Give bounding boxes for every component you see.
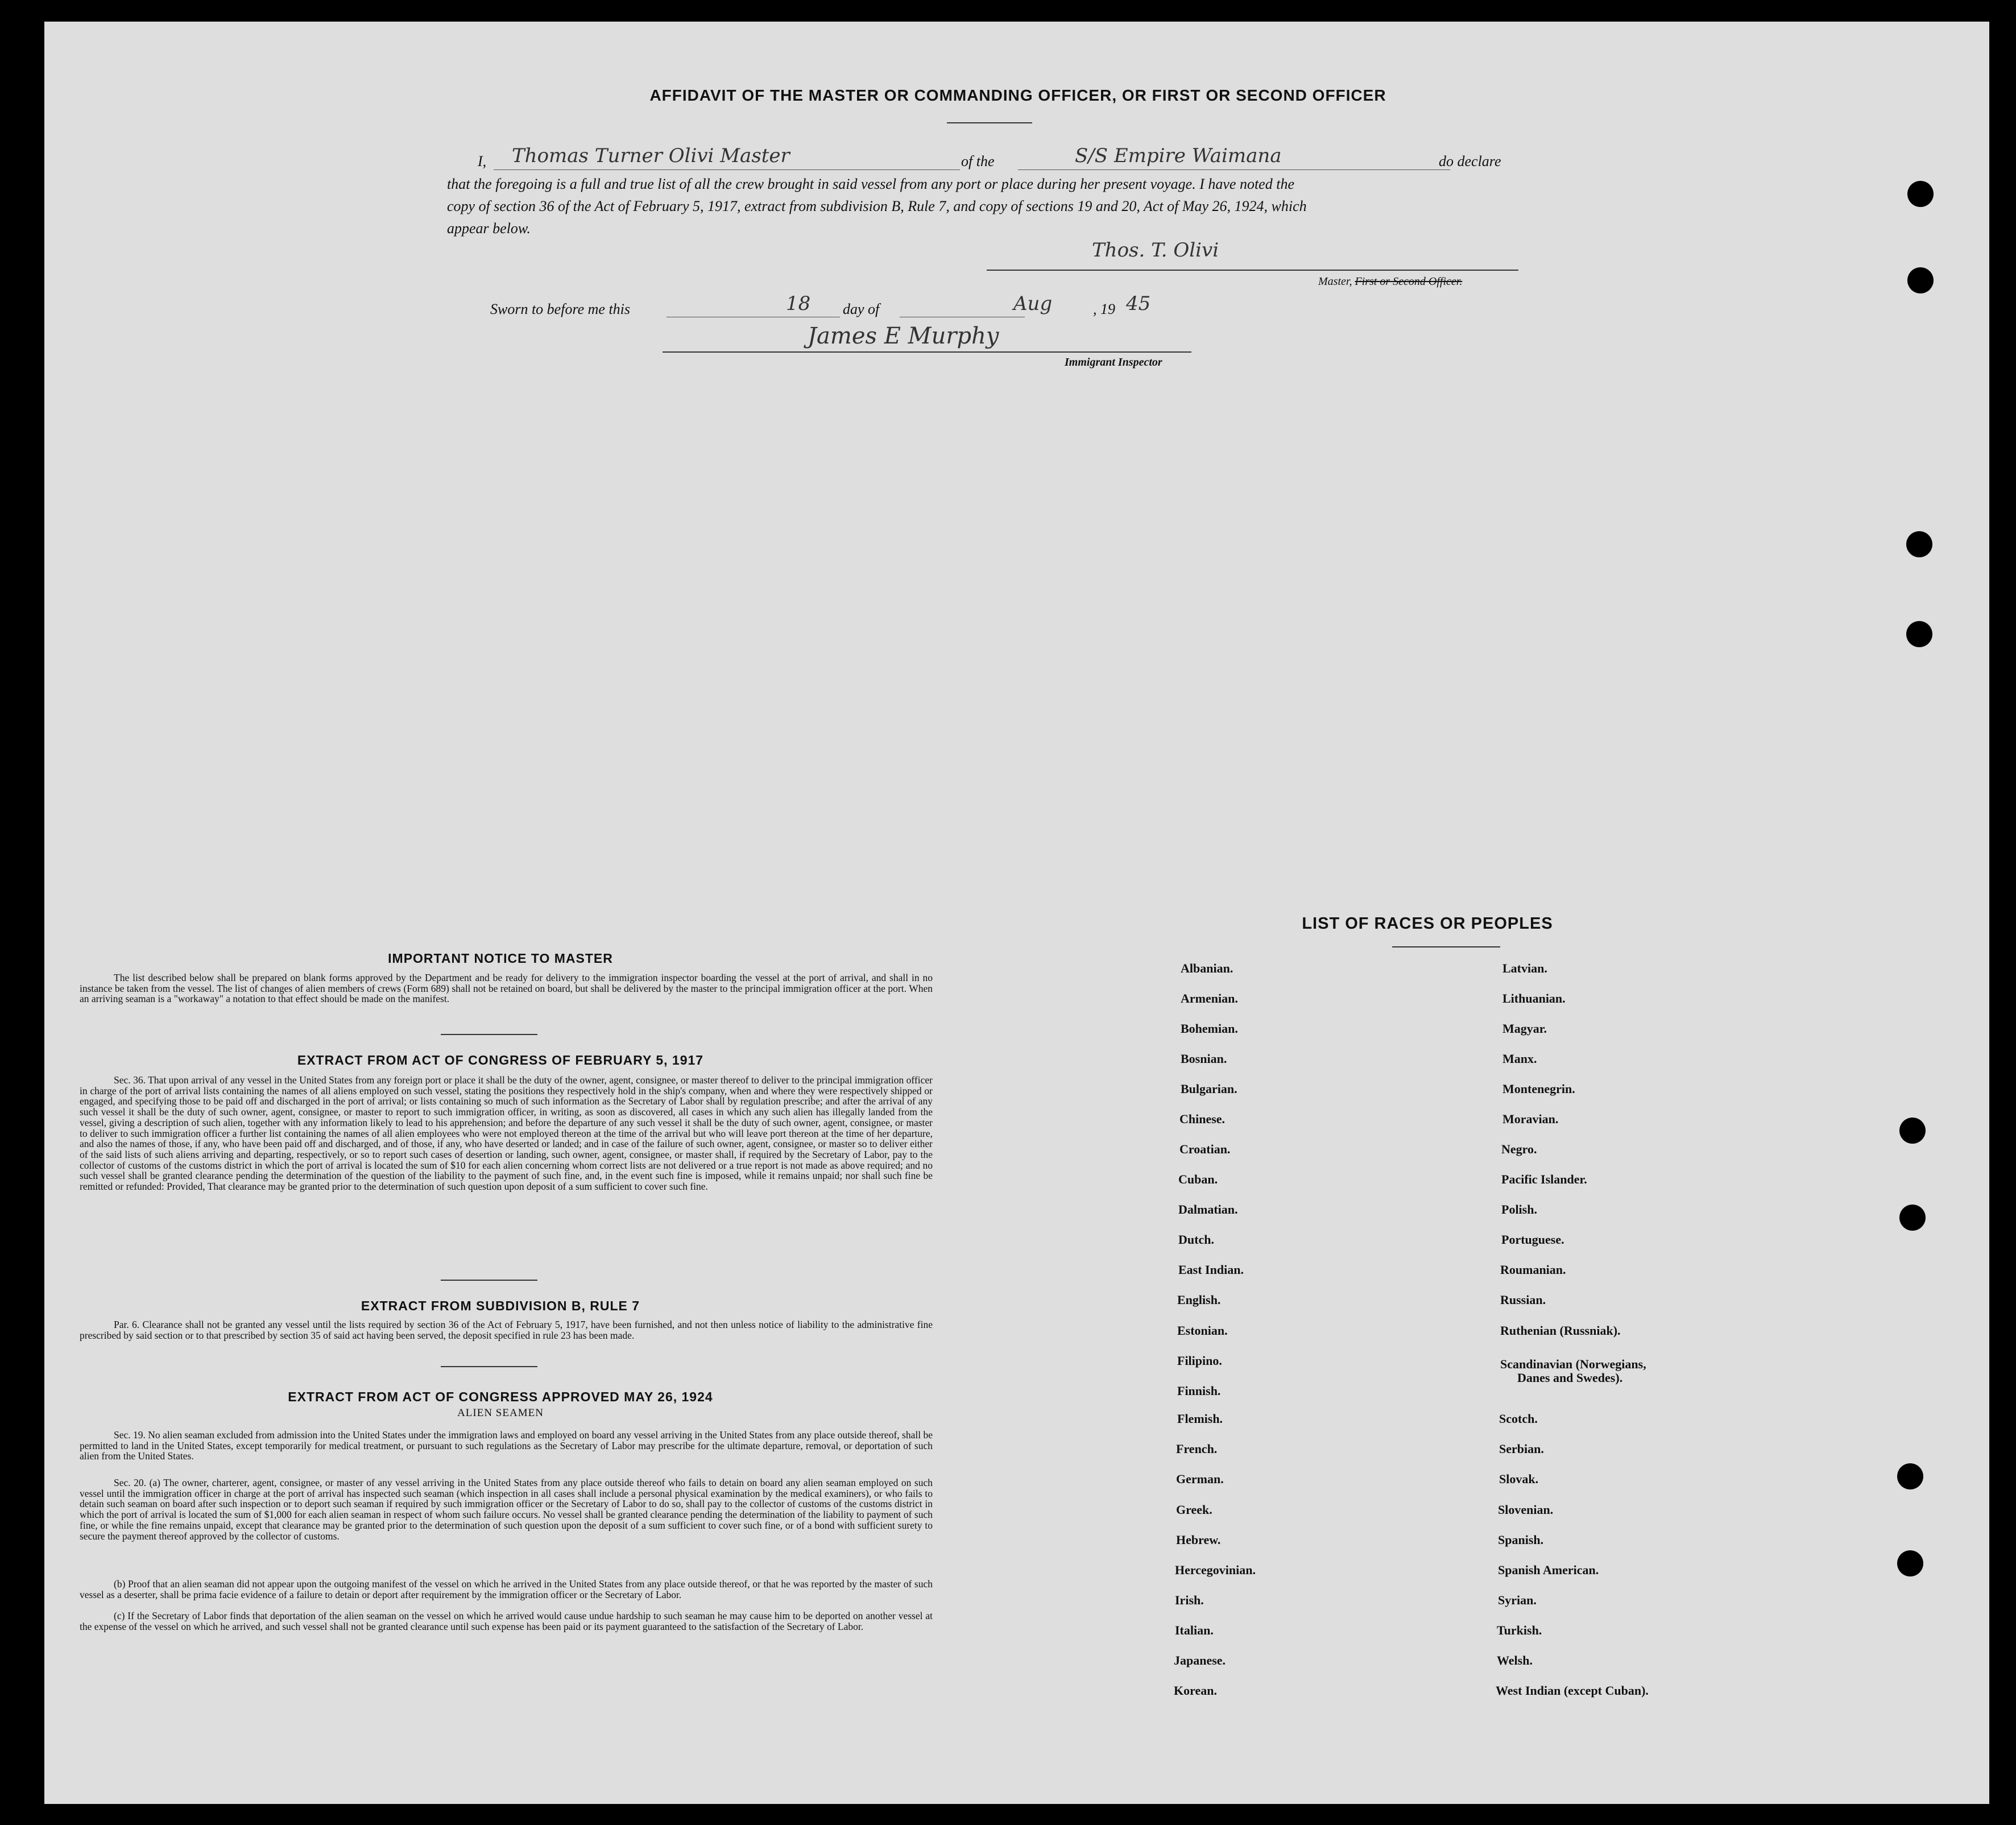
name-line: [494, 169, 960, 170]
declaration-line1: [478, 144, 1547, 173]
race-right-item: Negro.: [1501, 1142, 1537, 1156]
notice-heading: IMPORTANT NOTICE TO MASTER: [388, 951, 613, 966]
master-label: [1318, 275, 1462, 288]
race-left-item: Dalmatian.: [1178, 1202, 1238, 1216]
year-value: 45: [1126, 292, 1151, 315]
punch-hole: [1906, 621, 1932, 647]
race-right-item: Scandinavian (Norwegians,: [1500, 1357, 1646, 1371]
month-value: Aug: [1013, 292, 1053, 315]
punch-hole: [1899, 1118, 1926, 1144]
signature-line: [987, 270, 1518, 271]
race-left-item: Korean.: [1174, 1683, 1217, 1698]
race-right-item: Spanish American.: [1498, 1563, 1599, 1577]
punch-hole: [1906, 531, 1932, 557]
race-right-item: Roumanian.: [1500, 1263, 1566, 1277]
i-label: I,: [478, 153, 487, 169]
races-heading: LIST OF RACES OR PEOPLES: [1302, 914, 1553, 933]
race-left-item: Filipino.: [1177, 1354, 1222, 1368]
vessel-name: S/S Empire Waimana: [1075, 144, 1282, 167]
races-rule: [1392, 946, 1500, 947]
subdivision-b-text: Par. 6. Clearance shall not be granted any vessel until the lists required by section 36 of the Act of February 5, 1917, have been furnished, and not then unless notice of liability to the administrative fine prescribed by said section or to that prescribed by section 35 of said act having been served, the deposit specified in rule 23 has been made.: [80, 1319, 933, 1341]
race-right-item: Slovenian.: [1498, 1503, 1554, 1517]
extract-1924-heading: EXTRACT FROM ACT OF CONGRESS APPROVED MAY 26, 1924: [288, 1389, 713, 1404]
race-right-item: Latvian.: [1502, 961, 1547, 975]
subdivision-b-heading: EXTRACT FROM SUBDIVISION B, RULE 7: [361, 1298, 640, 1313]
race-right-item: Spanish.: [1498, 1533, 1544, 1547]
race-right-item: Danes and Swedes).: [1517, 1371, 1623, 1385]
declaration-line2: that the foregoing is a full and true list of all the crew brought in said vessel from any port or place during her present voyage. I have noted the: [447, 176, 1294, 192]
race-left-item: Dutch.: [1178, 1232, 1214, 1247]
race-left-item: German.: [1176, 1472, 1224, 1486]
inspector-signature: James E Murphy: [808, 323, 999, 349]
of-the-label: of the: [961, 153, 995, 169]
sworn-label: Sworn to before me this: [490, 301, 631, 317]
day-of-label: day of: [843, 301, 880, 317]
punch-hole: [1907, 181, 1934, 207]
race-left-item: Italian.: [1175, 1623, 1214, 1637]
race-left-item: French.: [1176, 1442, 1218, 1456]
officer-struck: First or Second Officer.: [1355, 275, 1463, 288]
master-word: Master,: [1318, 275, 1352, 288]
race-right-item: Welsh.: [1497, 1653, 1533, 1667]
inspector-line: [663, 351, 1191, 353]
race-left-item: Bosnian.: [1181, 1052, 1227, 1066]
notice-text: The list described below shall be prepared on blank forms approved by the Department and be ready for delivery to the immigration inspector boarding the vessel at the port of arrival, and shall in no instance be taken from the vessel. The list of changes of alien members of crews (Form 689) shall not be retained on board, but shall be delivered by the master to the principal immigration officer at the port. When an arriving seaman is a "workaway" a notation to that effect should be made on the manifest.: [80, 972, 933, 1005]
affidavit-title: AFFIDAVIT OF THE MASTER OR COMMANDING OFFICER, OR FIRST OR SECOND OFFICER: [649, 86, 1386, 104]
race-right-item: Manx.: [1502, 1052, 1537, 1066]
sec20c-text: (c) If the Secretary of Labor finds that deportation of the alien seaman on the vessel on which he arrived would cause undue hardship to such seaman he may cause him to be deported on another vessel at the expense of the vessel on which he arrived, and such vessel shall not be granted clearance until such expense has been paid or its payment guaranteed to the satisfaction of the Secretary of Labor.: [80, 1610, 933, 1632]
race-left-item: Armenian.: [1181, 991, 1238, 1005]
race-right-item: Serbian.: [1499, 1442, 1544, 1456]
race-left-item: English.: [1177, 1293, 1221, 1307]
title-rule: [947, 122, 1032, 123]
race-right-item: Polish.: [1501, 1202, 1537, 1216]
do-declare-label: do declare: [1439, 153, 1501, 169]
race-right-item: Russian.: [1500, 1293, 1546, 1307]
race-right-item: Ruthenian (Russniak).: [1500, 1323, 1621, 1338]
race-left-item: Hercegovinian.: [1175, 1563, 1256, 1577]
declaration-line4: appear below.: [447, 220, 531, 237]
race-right-item: Syrian.: [1498, 1593, 1537, 1607]
race-right-item: Pacific Islander.: [1501, 1172, 1587, 1186]
race-left-item: Cuban.: [1178, 1172, 1218, 1186]
race-right-item: Portuguese.: [1501, 1232, 1564, 1247]
race-left-item: Bulgarian.: [1181, 1082, 1237, 1096]
day-value: 18: [786, 292, 811, 315]
race-left-item: Finnish.: [1177, 1384, 1221, 1398]
race-right-item: West Indian (except Cuban).: [1496, 1683, 1649, 1698]
race-left-item: Irish.: [1175, 1593, 1204, 1607]
race-right-item: Turkish.: [1497, 1623, 1542, 1637]
race-right-item: Scotch.: [1499, 1412, 1538, 1426]
separator: [441, 1366, 537, 1367]
vessel-line: [1018, 169, 1450, 170]
master-name: Thomas Turner Olivi Master: [512, 144, 790, 167]
sec19-text: Sec. 19. No alien seaman excluded from admission into the United States under the immigration laws and employed on board any vessel arriving in the United States from any place outside thereof, shall be permitted to land in the United States, except temporarily for medical treatment, or pursuant to such regulations as the Secretary of Labor may prescribe for the ultimate departure, removal, or deportation of such alien from the United States.: [80, 1429, 933, 1462]
race-left-item: Chinese.: [1179, 1112, 1226, 1126]
punch-hole: [1907, 267, 1934, 293]
declaration-line3: copy of section 36 of the Act of February 5, 1917, extract from subdivision B, Rule 7, and copy of sections 19 and 20, Act of May 26, 1924, which: [447, 198, 1307, 214]
year-prefix: , 19: [1093, 301, 1115, 317]
race-left-item: Albanian.: [1181, 961, 1233, 975]
race-right-item: Montenegrin.: [1502, 1082, 1575, 1096]
alien-seamen-subheading: ALIEN SEAMEN: [457, 1407, 544, 1419]
race-left-item: Japanese.: [1174, 1653, 1226, 1667]
separator: [441, 1280, 537, 1281]
master-signature: Thos. T. Olivi: [1092, 239, 1219, 262]
race-right-item: Lithuanian.: [1502, 991, 1566, 1005]
inspector-label: Immigrant Inspector: [1065, 356, 1162, 369]
race-right-item: Magyar.: [1502, 1021, 1547, 1036]
sworn-line: [490, 292, 1207, 321]
race-right-item: Moravian.: [1502, 1112, 1559, 1126]
race-left-item: East Indian.: [1178, 1263, 1244, 1277]
punch-hole: [1897, 1463, 1923, 1489]
extract-1917-heading: EXTRACT FROM ACT OF CONGRESS OF FEBRUARY 5, 1917: [297, 1053, 704, 1067]
separator: [441, 1034, 537, 1035]
race-left-item: Bohemian.: [1181, 1021, 1238, 1036]
race-left-item: Hebrew.: [1176, 1533, 1221, 1547]
race-left-item: Greek.: [1176, 1503, 1212, 1517]
race-left-item: Croatian.: [1179, 1142, 1231, 1156]
extract-1917-text: Sec. 36. That upon arrival of any vessel in the United States from any foreign port or place it shall be the duty of the owner, agent, consignee, or master thereof to deliver to the principal immigration officer in charge of the port of arrival lists containing the names of all aliens employed on such vessel, stating the positions they respectively hold in the ship's company, when and where they were respectively shipped or engaged, and specifying those to be paid off and discharged in the port of arrival; or lists containing so much of such information as the Secretary of Labor shall by regulation prescribe; and after the arrival of any such vessel it shall be the duty of such owner, agent, consignee, or master to report to such immigration officer, in writing, as soon as discovered, all cases in which any such alien has illegally landed from the vessel, giving a description of such alien, together with any information likely to lead to his apprehension; and before the departure of any such vessel it shall be the duty of such owner, agent, consignee, or master to deliver to such immigration officer a further list containing the names of all alien employees who were not employed thereon at the time of the arrival but who will leave port thereon at the time of her departure, and also the names of those, if any, who have been paid off and discharged, and of those, if any, who have deserted or landed; and in case of the failure of such owner, agent, consignee, or master so to deliver either of the said lists of such aliens arriving and departing, respectively, or so to report such cases of desertion or landing, such owner, agent, consignee, or master shall, if required by the Secretary of Labor, pay to the collector of customs of the customs district in which the port of arrival is located the sum of $10 for each alien concerning whom correct lists are not delivered or a true report is not made as above required; and no such vessel shall be granted clearance pending the determination of the question of the liability to the payment of such fine, and, in the event such fine is imposed, while it remains unpaid; nor shall such fine be remitted or refunded: Provided, That clearance may be granted prior to the determination of such question upon deposit of a sum sufficient to cover such fine.: [80, 1074, 933, 1193]
race-left-item: Estonian.: [1177, 1323, 1228, 1338]
race-right-item: Slovak.: [1499, 1472, 1539, 1486]
sec20a-text: Sec. 20. (a) The owner, charterer, agent, consignee, or master of any vessel arriving in the United States from any place outside thereof who fails to detain on board any alien seaman employed on such vessel until the immigration officer in charge at the port of arrival has inspected such seaman (which inspection in all cases shall include a personal physical examination by the medical examiners), or who fails to detain such seaman on board after such inspection or to deport such seaman if required by such immigration officer or the Secretary of Labor to do so, shall pay to the collector of customs of the customs district in which the port of arrival is located the sum of $1,000 for each alien seaman in respect of whom such failure occurs. No vessel shall be granted clearance pending the determination of the liability to payment of such fine, or while the fine remains unpaid, except that clearance may be granted prior to the determination of such question upon the deposit of a sum sufficient to cover such fine, or of a bond with sufficient surety to secure the payment thereof approved by the collector of customs.: [80, 1477, 933, 1542]
race-left-item: Flemish.: [1177, 1412, 1223, 1426]
punch-hole: [1899, 1205, 1926, 1231]
punch-hole: [1897, 1550, 1923, 1576]
sec20b-text: (b) Proof that an alien seaman did not appear upon the outgoing manifest of the vessel on which he arrived in the United States from any place outside thereof, or that he was reported by the master of such vessel as a deserter, shall be prima facie evidence of a failure to detain or deport after requirement by the immigration officer or the Secretary of Labor.: [80, 1578, 933, 1600]
